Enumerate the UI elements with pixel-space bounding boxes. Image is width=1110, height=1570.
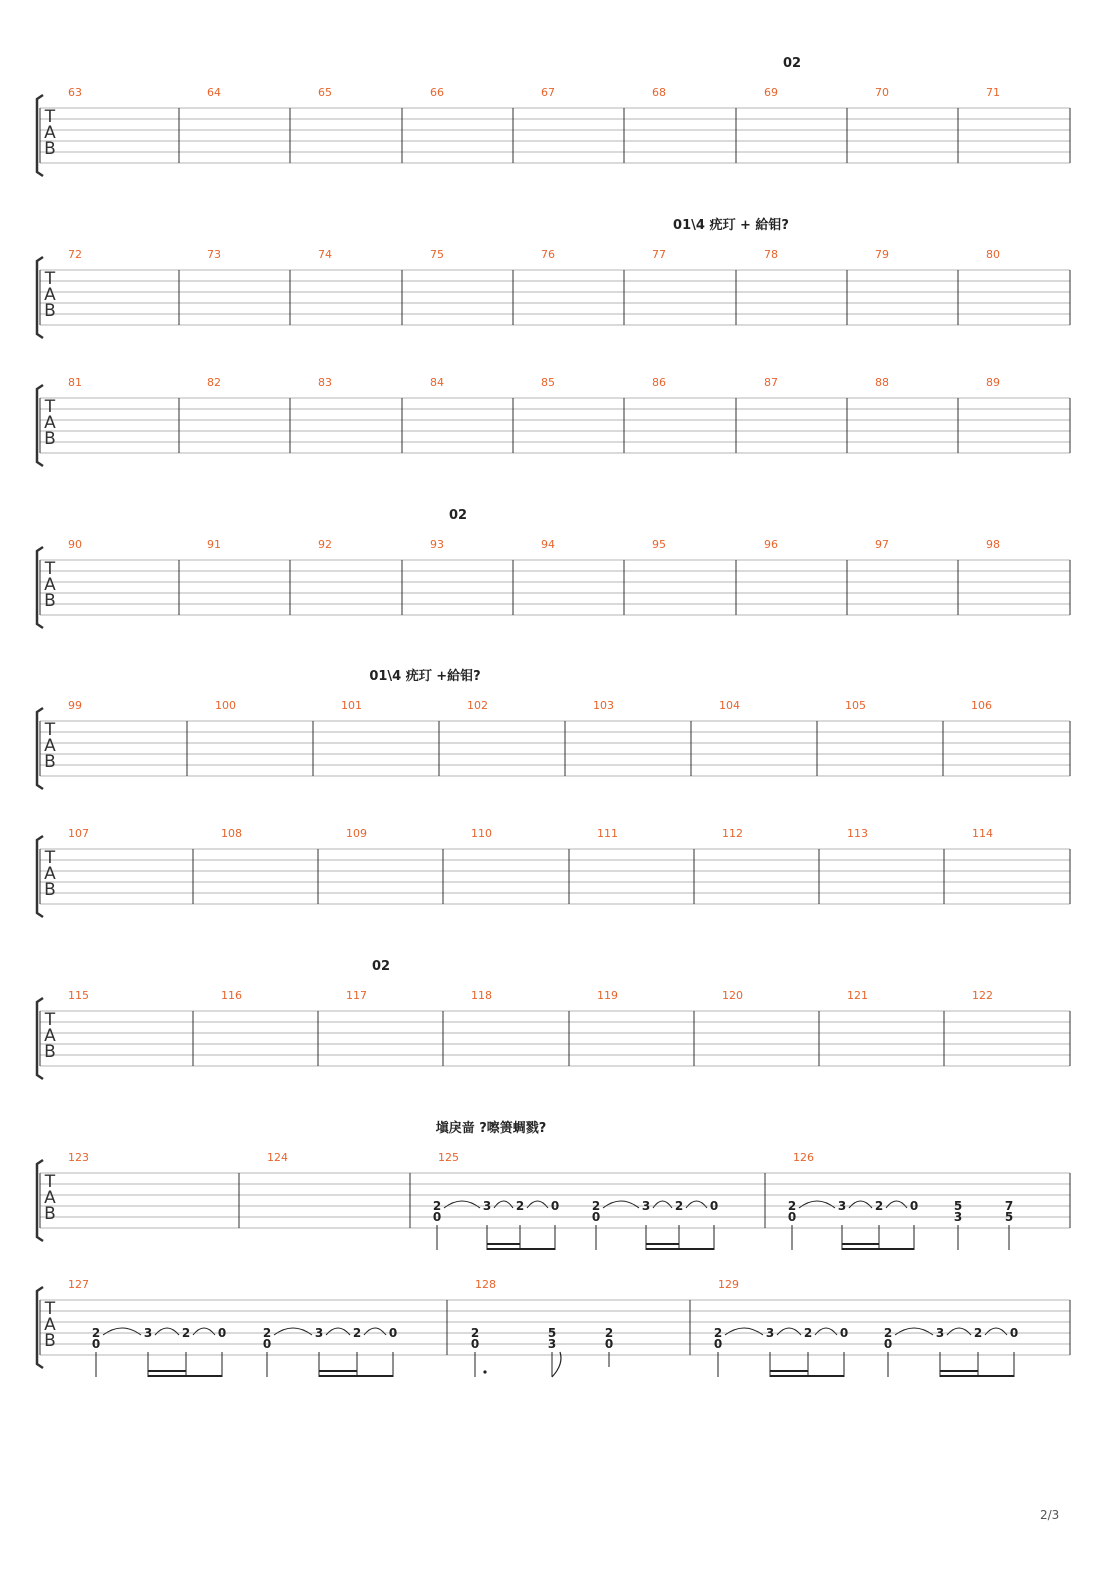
slur — [364, 1328, 386, 1335]
measure-number: 64 — [207, 86, 221, 99]
measure-number: 76 — [541, 248, 555, 261]
fret-number: 0 — [432, 1210, 442, 1224]
fret-number: 2 — [432, 1199, 442, 1213]
fret-number: 0 — [604, 1337, 614, 1351]
measure-number: 88 — [875, 376, 889, 389]
fret-number: 0 — [1009, 1326, 1019, 1340]
fret-number: 0 — [550, 1199, 560, 1213]
fret-number: 2 — [262, 1326, 272, 1340]
fret-number: 2 — [874, 1199, 884, 1213]
measure-number: 92 — [318, 538, 332, 551]
measure-number: 70 — [875, 86, 889, 99]
slur — [193, 1328, 215, 1335]
measure-number: 103 — [593, 699, 614, 712]
measure-number: 69 — [764, 86, 778, 99]
section-label: 02 — [448, 508, 468, 523]
measure-number: 102 — [467, 699, 488, 712]
tab-clef-letter: B — [44, 752, 56, 772]
slur — [799, 1201, 835, 1208]
measure-number: 112 — [722, 827, 743, 840]
fret-number: 7 — [1004, 1199, 1014, 1213]
fret-number: 3 — [547, 1337, 557, 1351]
fret-number: 3 — [765, 1326, 775, 1340]
tab-clef-letter: T — [44, 1299, 56, 1319]
measure-number: 120 — [722, 989, 743, 1002]
staff-system — [37, 668, 1070, 789]
tab-clef-letter: B — [44, 429, 56, 449]
measure-number: 116 — [221, 989, 242, 1002]
measure-number: 124 — [267, 1151, 288, 1164]
measure-number: 119 — [597, 989, 618, 1002]
measure-number: 91 — [207, 538, 221, 551]
slur — [494, 1201, 513, 1208]
fret-number: 0 — [388, 1326, 398, 1340]
fret-number: 0 — [591, 1210, 601, 1224]
measure-number: 68 — [652, 86, 666, 99]
fret-number: 3 — [641, 1199, 651, 1213]
fret-number: 3 — [953, 1210, 963, 1224]
measure-number: 80 — [986, 248, 1000, 261]
slur — [886, 1201, 907, 1208]
tab-clef-letter: B — [44, 139, 56, 159]
tab-clef-letter: A — [44, 736, 56, 756]
tab-clef-letter: A — [44, 575, 56, 595]
measure-number: 128 — [475, 1278, 496, 1291]
fret-number: 0 — [470, 1337, 480, 1351]
slur — [947, 1328, 971, 1335]
staff-system — [37, 1278, 1070, 1368]
measure-number: 123 — [68, 1151, 89, 1164]
tab-clef-letter: T — [44, 397, 56, 417]
fret-number: 3 — [935, 1326, 945, 1340]
section-label: 01\4 疣玎 +給钼? — [369, 669, 481, 684]
slur — [326, 1328, 350, 1335]
fret-number: 2 — [91, 1326, 101, 1340]
measure-number: 90 — [68, 538, 82, 551]
measure-number: 65 — [318, 86, 332, 99]
staff-system — [37, 508, 1070, 628]
measure-number: 97 — [875, 538, 889, 551]
staff-system — [37, 827, 1070, 917]
measure-number: 79 — [875, 248, 889, 261]
measure-number: 89 — [986, 376, 1000, 389]
measure-number: 94 — [541, 538, 555, 551]
fret-number: 3 — [314, 1326, 324, 1340]
fret-number: 2 — [515, 1199, 525, 1213]
measure-number: 71 — [986, 86, 1000, 99]
fret-number: 0 — [787, 1210, 797, 1224]
measure-number: 117 — [346, 989, 367, 1002]
measure-number: 86 — [652, 376, 666, 389]
measure-number: 96 — [764, 538, 778, 551]
fret-number: 5 — [547, 1326, 557, 1340]
note-flag — [552, 1352, 561, 1377]
fret-number: 3 — [837, 1199, 847, 1213]
tab-clef-letter: A — [44, 1315, 56, 1335]
slur — [725, 1328, 763, 1335]
fret-number: 2 — [973, 1326, 983, 1340]
measure-number: 85 — [541, 376, 555, 389]
fret-number: 3 — [482, 1199, 492, 1213]
fret-number: 0 — [883, 1337, 893, 1351]
section-label: 02 — [371, 959, 391, 974]
measure-number: 109 — [346, 827, 367, 840]
measure-number: 75 — [430, 248, 444, 261]
staff-system — [37, 1120, 1070, 1241]
tab-clef-letter: B — [44, 880, 56, 900]
dotted-note-dot — [483, 1370, 486, 1373]
staff-system — [37, 217, 1070, 338]
tab-clef-letter: B — [44, 1331, 56, 1351]
measure-number: 107 — [68, 827, 89, 840]
measure-number: 126 — [793, 1151, 814, 1164]
measure-number: 108 — [221, 827, 242, 840]
tab-clef-letter: A — [44, 864, 56, 884]
measure-number: 95 — [652, 538, 666, 551]
fret-number: 2 — [883, 1326, 893, 1340]
measure-number: 84 — [430, 376, 444, 389]
fret-number: 2 — [604, 1326, 614, 1340]
fret-number: 0 — [839, 1326, 849, 1340]
tab-clef-letter: B — [44, 591, 56, 611]
tab-clef-letter: B — [44, 301, 56, 321]
fret-number: 2 — [803, 1326, 813, 1340]
measure-number: 82 — [207, 376, 221, 389]
tab-clef-letter: T — [44, 559, 56, 579]
measure-number: 105 — [845, 699, 866, 712]
measure-number: 99 — [68, 699, 82, 712]
tab-clef-letter: A — [44, 1188, 56, 1208]
measure-number: 72 — [68, 248, 82, 261]
measure-number: 98 — [986, 538, 1000, 551]
fret-number: 2 — [674, 1199, 684, 1213]
tab-clef-letter: T — [44, 269, 56, 289]
measure-number: 81 — [68, 376, 82, 389]
fret-number: 2 — [591, 1199, 601, 1213]
tab-clef-letter: T — [44, 1172, 56, 1192]
measure-number: 93 — [430, 538, 444, 551]
measure-number: 66 — [430, 86, 444, 99]
measure-number: 63 — [68, 86, 82, 99]
measure-number: 67 — [541, 86, 555, 99]
measure-number: 118 — [471, 989, 492, 1002]
tab-clef-letter: T — [44, 848, 56, 868]
measure-number: 73 — [207, 248, 221, 261]
measure-number: 74 — [318, 248, 332, 261]
fret-number: 0 — [262, 1337, 272, 1351]
tab-clef-letter: A — [44, 413, 56, 433]
section-label: 塡戾啬 ?嚓箦蜩戮? — [435, 1121, 547, 1136]
slur — [777, 1328, 801, 1335]
fret-number: 2 — [787, 1199, 797, 1213]
fret-number: 0 — [713, 1337, 723, 1351]
page-number: 2/3 — [1040, 1508, 1060, 1522]
measure-number: 127 — [68, 1278, 89, 1291]
fret-number: 5 — [1004, 1210, 1014, 1224]
fret-number: 0 — [709, 1199, 719, 1213]
fret-number: 2 — [352, 1326, 362, 1340]
fret-number: 5 — [953, 1199, 963, 1213]
slur — [815, 1328, 837, 1335]
fret-number: 0 — [909, 1199, 919, 1213]
measure-number: 125 — [438, 1151, 459, 1164]
staff-system — [37, 56, 1070, 176]
measure-number: 100 — [215, 699, 236, 712]
measure-number: 77 — [652, 248, 666, 261]
tab-clef-letter: B — [44, 1042, 56, 1062]
measure-number: 114 — [972, 827, 993, 840]
tab-clef-letter: B — [44, 1204, 56, 1224]
measure-number: 110 — [471, 827, 492, 840]
measure-number: 87 — [764, 376, 778, 389]
fret-number: 0 — [217, 1326, 227, 1340]
fret-number: 0 — [91, 1337, 101, 1351]
slur — [527, 1201, 548, 1208]
slur — [274, 1328, 312, 1335]
slur — [103, 1328, 141, 1335]
measure-number: 113 — [847, 827, 868, 840]
slur — [155, 1328, 179, 1335]
section-label: 01\4 疣玎 + 給钼? — [673, 218, 789, 233]
slur — [895, 1328, 933, 1335]
notes-system-9 — [92, 1326, 1018, 1377]
measure-number: 115 — [68, 989, 89, 1002]
tab-clef-letter: T — [44, 1010, 56, 1030]
staff-system — [37, 959, 1070, 1079]
fret-number: 2 — [470, 1326, 480, 1340]
measure-number: 101 — [341, 699, 362, 712]
slur — [444, 1201, 480, 1208]
slur — [653, 1201, 672, 1208]
tab-clef-letter: T — [44, 720, 56, 740]
measure-number: 111 — [597, 827, 618, 840]
fret-number: 2 — [713, 1326, 723, 1340]
fret-number: 2 — [181, 1326, 191, 1340]
measure-number: 122 — [972, 989, 993, 1002]
tab-clef-letter: A — [44, 123, 56, 143]
measure-number: 129 — [718, 1278, 739, 1291]
tab-clef-letter: A — [44, 285, 56, 305]
measure-number: 83 — [318, 376, 332, 389]
measure-number: 78 — [764, 248, 778, 261]
notes-system-8 — [433, 1199, 1013, 1250]
measure-number: 121 — [847, 989, 868, 1002]
tab-clef-letter: T — [44, 107, 56, 127]
slur — [686, 1201, 707, 1208]
slur — [849, 1201, 872, 1208]
slur — [603, 1201, 639, 1208]
measure-number: 104 — [719, 699, 740, 712]
fret-number: 3 — [143, 1326, 153, 1340]
tab-clef-letter: A — [44, 1026, 56, 1046]
staff-system — [37, 376, 1070, 466]
slur — [985, 1328, 1007, 1335]
section-label: 02 — [782, 56, 802, 71]
measure-number: 106 — [971, 699, 992, 712]
